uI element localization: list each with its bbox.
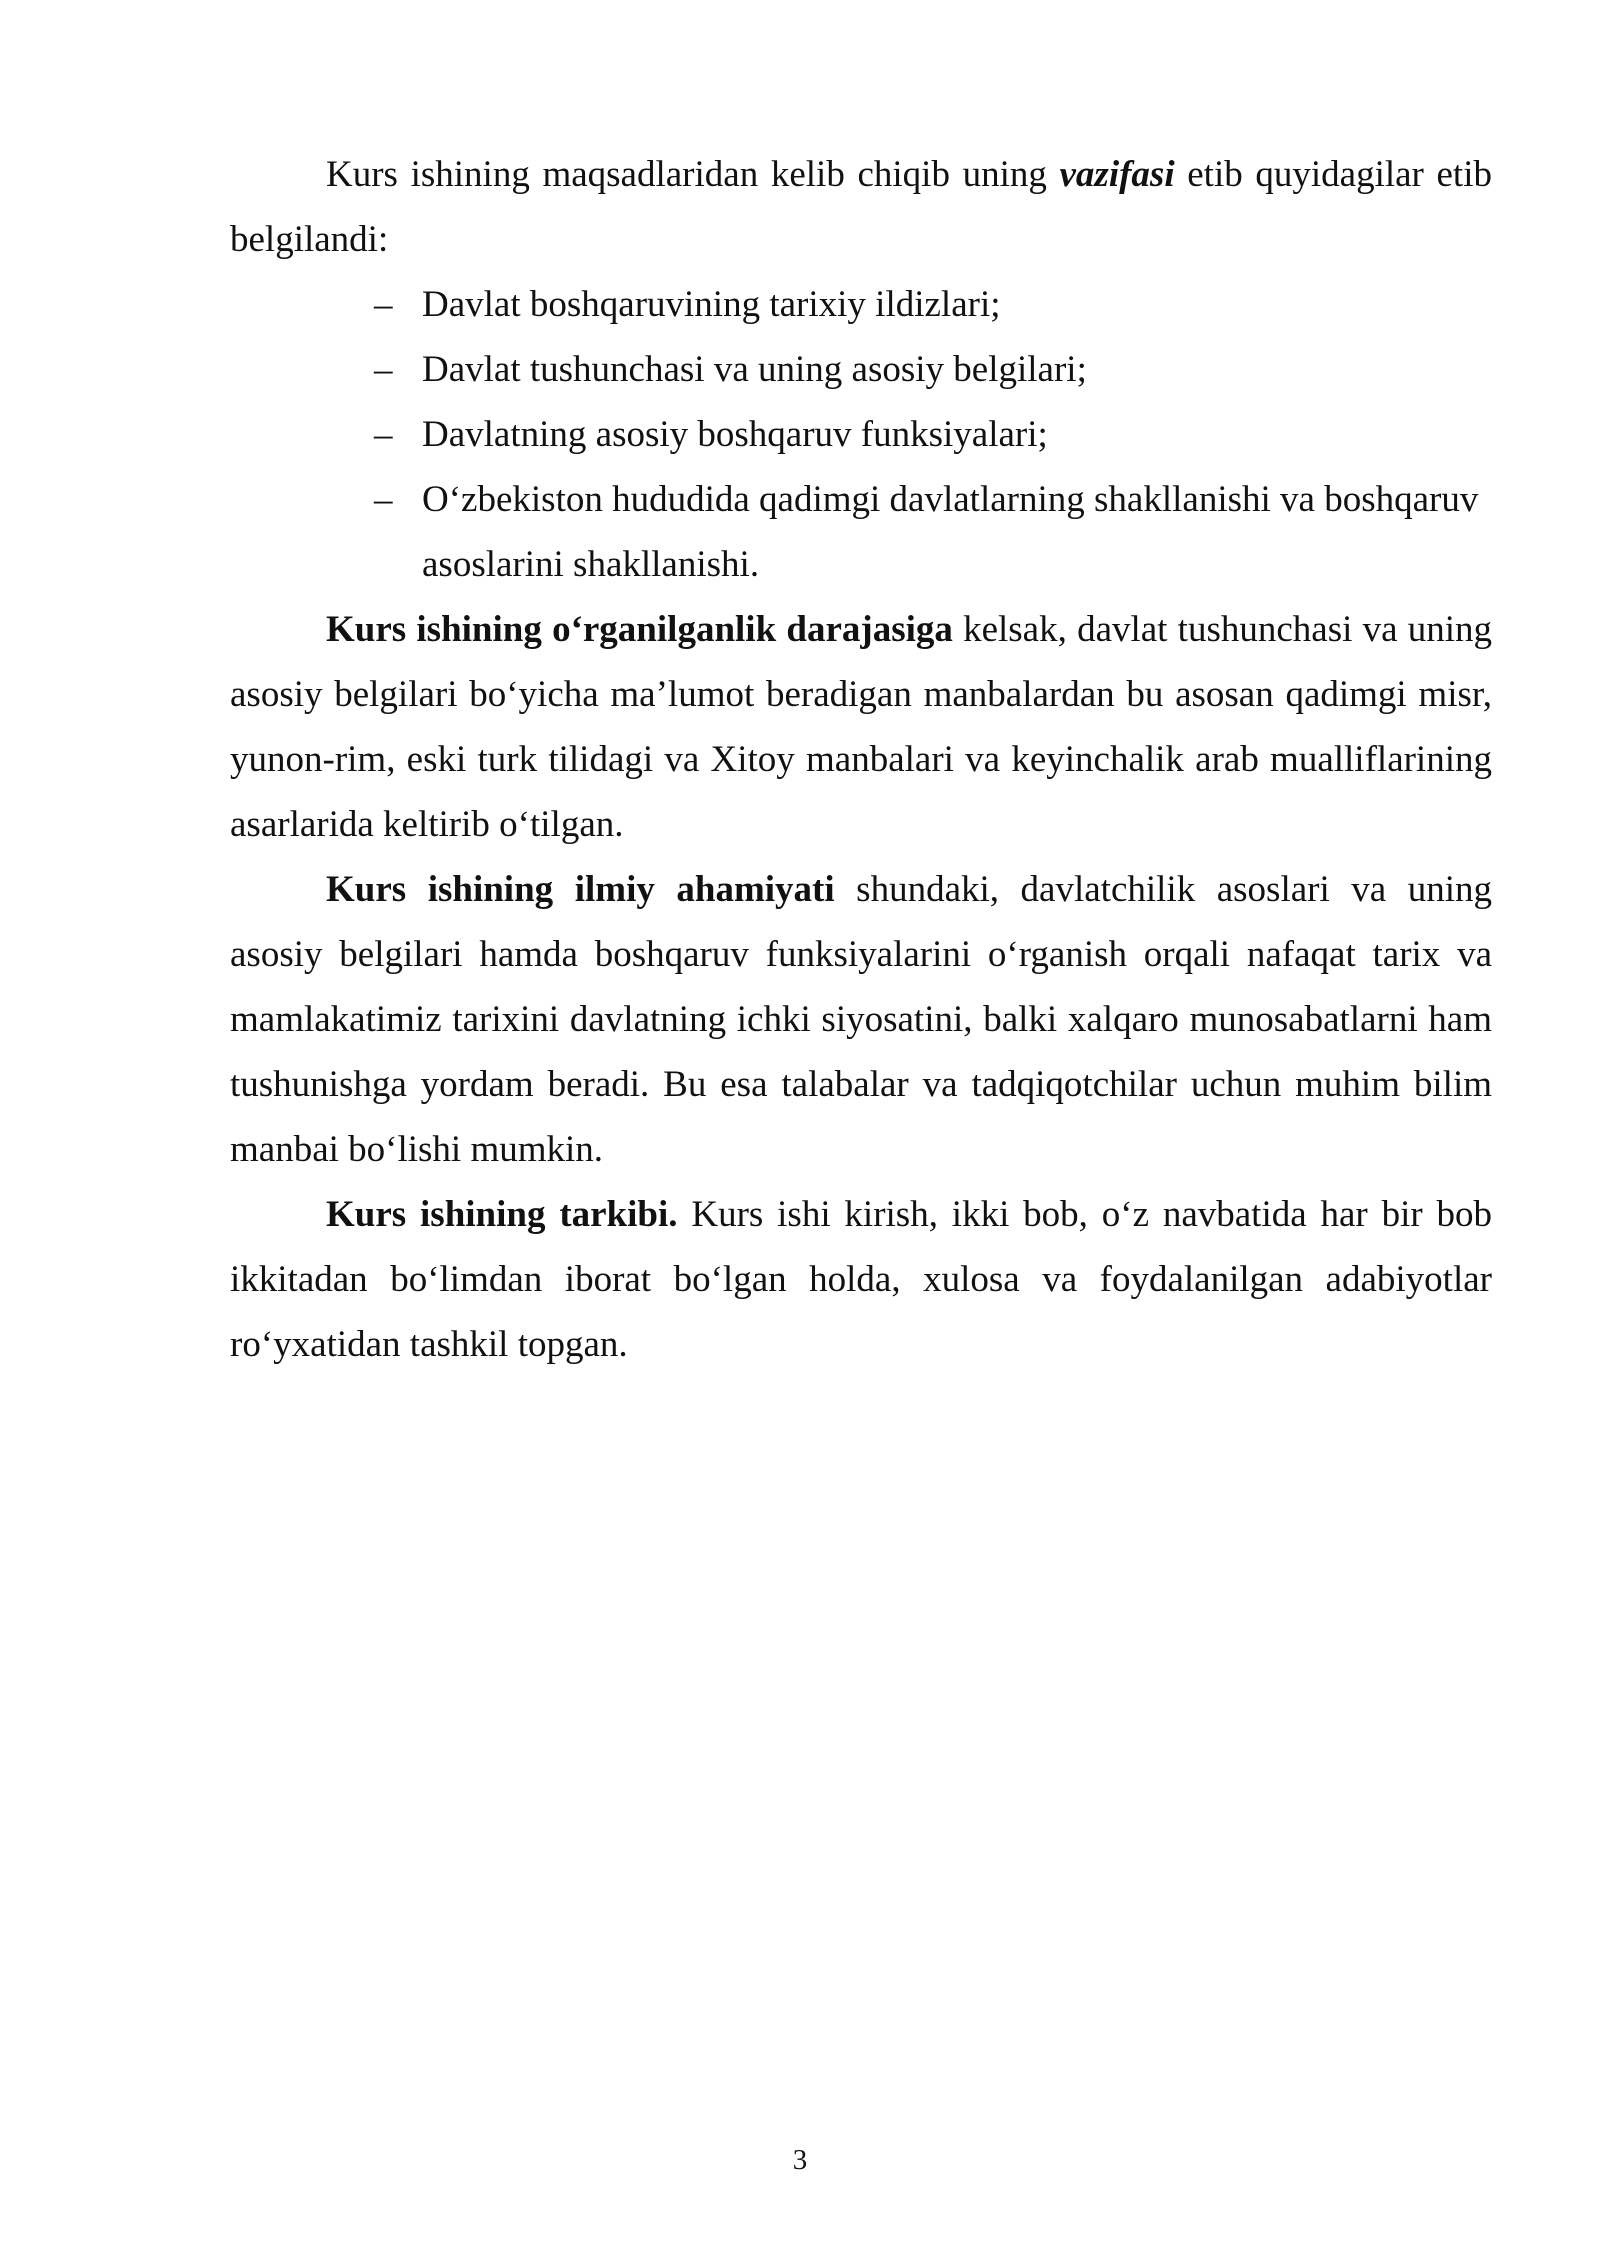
tasks-intro-text: Kurs ishining maqsadlaridan kelib chiqib uning [326, 154, 1060, 195]
tasks-intro-paragraph [230, 142, 1492, 272]
list-item-text: O‘zbekiston hududida qadimgi davlatlarning shakllanishi va boshqaruv asoslarini shakllanishi. [422, 479, 1479, 585]
significance-heading: Kurs ishining ilmiy ahamiyati [326, 869, 835, 910]
list-item [374, 272, 1492, 337]
study-level-text: kelsak, davlat tushunchasi va uning asosiy belgilari bo‘yicha ma’lumot beradigan manbalardan bu asosan qadimgi misr, yunon-rim, eski turk tilidagi va Xitoy manbalari va keyinchalik arab mualliflarining asarlarida keltirib o‘tilgan. [230, 609, 1492, 845]
list-item [374, 337, 1492, 402]
tasks-intro-text-end: etib quyidagilar etib belgilandi: [230, 154, 1492, 260]
structure-paragraph [230, 1182, 1492, 1377]
list-item-text: Davlatning asosiy boshqaruv funksiyalari; [422, 414, 1048, 455]
study-level-paragraph [230, 597, 1492, 857]
structure-text: Kurs ishi kirish, ikki bob, o‘z navbatida har bir bob ikkitadan bo‘limdan iborat bo‘lgan holda, xulosa va foydalanilgan adabiyotlar ro‘yxatidan tashkil topgan. [230, 1194, 1493, 1365]
list-item-text: Davlat tushunchasi va uning asosiy belgilari; [422, 349, 1087, 390]
study-level-heading: Kurs ishining o‘rganilganlik darajasiga [326, 609, 953, 650]
list-item [374, 467, 1492, 597]
significance-text: shundaki, davlatchilik asoslari va uning asosiy belgilari hamda boshqaruv funksiyalarini o‘rganish orqali nafaqat tarix va mamlakatimiz tarixini davlatning ichki siyosatini, balki xalqaro munosabatlarni ham tushunishga yordam beradi. Bu esa talabalar va tadqiqotchilar uchun muhim bilim manbai bo‘lishi mumkin. [230, 869, 1492, 1170]
task-list [230, 272, 1492, 597]
dash-bullet-icon: – [374, 414, 393, 455]
dash-bullet-icon: – [374, 349, 393, 390]
page-body [230, 142, 1492, 1377]
list-item-text: Davlat boshqaruvining tarixiy ildizlari; [422, 284, 1001, 325]
list-item [374, 402, 1492, 467]
structure-heading: Kurs ishining tarkibi. [326, 1194, 678, 1235]
significance-paragraph [230, 857, 1492, 1182]
tasks-emphasis: vazifasi [1059, 154, 1175, 195]
page-number: 3 [792, 2144, 808, 2176]
dash-bullet-icon: – [374, 479, 393, 520]
dash-bullet-icon: – [374, 284, 393, 325]
